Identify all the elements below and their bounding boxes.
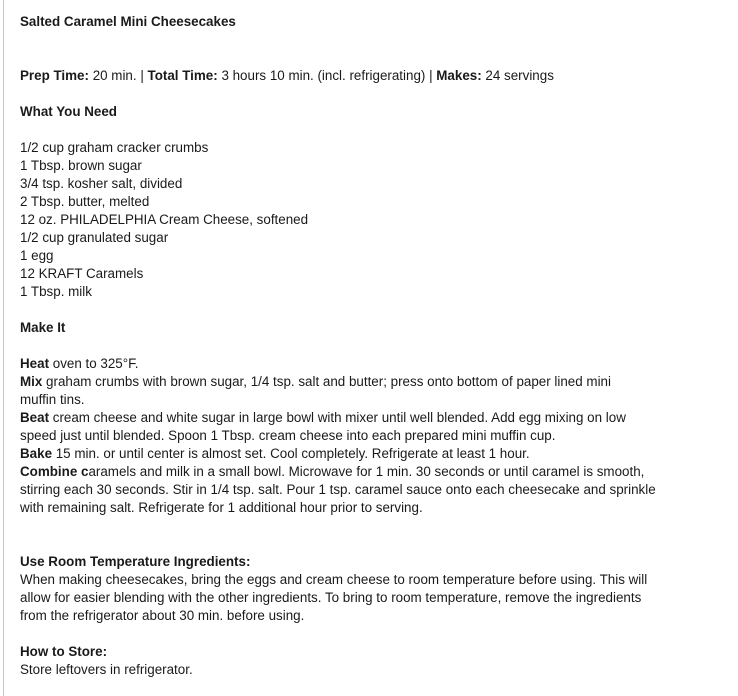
ingredient-item: 12 KRAFT Caramels (20, 266, 144, 281)
ingredient-item: 3/4 tsp. kosher salt, divided (20, 176, 183, 191)
step-lead: Bake (20, 446, 53, 461)
step-item (20, 409, 660, 445)
recipe-title: Salted Caramel Mini Cheesecakes (20, 14, 236, 29)
store-text: Store leftovers in refrigerator. (20, 662, 193, 677)
total-time-label: Total Time: (147, 68, 218, 83)
tip-text: When making cheesecakes, bring the eggs and cream cheese to room temperature before using. This will allow for easier blending with the other ingredients. To bring to room temperature, remove the ingredients from the refrigerator about 30 min. before using. (20, 572, 648, 623)
step-item (20, 355, 720, 373)
step-lead: Combine c (20, 464, 89, 479)
ingredient-item: 1 Tbsp. brown sugar (20, 158, 142, 173)
ingredient-item: 1/2 cup graham cracker crumbs (20, 140, 209, 155)
prep-time-value: 20 min. | (88, 68, 148, 83)
ingredients-heading: What You Need (20, 104, 117, 119)
step-text: aramels and milk in a small bowl. Microwave for 1 min. 30 seconds or until caramel is smooth, stirring each 30 seconds. Stir in 1/4 tsp. salt. Pour 1 tsp. caramel sauce onto each cheesecake and sprinkle with remaining salt. Refrigerate for 1 additional hour prior to serving. (20, 464, 656, 515)
steps-heading: Make It (20, 320, 66, 335)
ingredients-list (20, 139, 720, 301)
step-item (20, 445, 720, 463)
tip-heading: Use Room Temperature Ingredients: (20, 554, 251, 569)
step-item (20, 463, 665, 517)
total-time-value: 3 hours 10 min. (incl. refrigerating) | (217, 68, 437, 83)
ingredient-item: 2 Tbsp. butter, melted (20, 194, 150, 209)
step-lead: Beat (20, 410, 50, 425)
steps-list (20, 355, 720, 517)
ingredient-item: 1 egg (20, 248, 54, 263)
step-item (20, 373, 650, 409)
step-text: oven to 325°F. (49, 356, 139, 371)
page-left-border (3, 0, 4, 696)
step-lead: Heat (20, 356, 50, 371)
ingredient-item: 1 Tbsp. milk (20, 284, 92, 299)
makes-label: Makes: (436, 68, 482, 83)
step-text: graham crumbs with brown sugar, 1/4 tsp. salt and butter; press onto bottom of paper lined mini muffin tins. (20, 374, 611, 407)
ingredient-item: 1/2 cup granulated sugar (20, 230, 169, 245)
prep-time-label: Prep Time: (20, 68, 89, 83)
recipe-document (20, 13, 720, 679)
ingredient-item: 12 oz. PHILADELPHIA Cream Cheese, softened (20, 212, 309, 227)
step-text: cream cheese and white sugar in large bowl with mixer until well blended. Add egg mixing on low speed just until blended. Spoon 1 Tbsp. cream cheese into each prepared mini muffin cup. (20, 410, 626, 443)
recipe-meta (20, 67, 720, 85)
step-text: 15 min. or until center is almost set. Cool completely. Refrigerate at least 1 hour. (52, 446, 530, 461)
makes-value: 24 servings (481, 68, 554, 83)
store-heading: How to Store: (20, 644, 108, 659)
step-lead: Mix (20, 374, 43, 389)
